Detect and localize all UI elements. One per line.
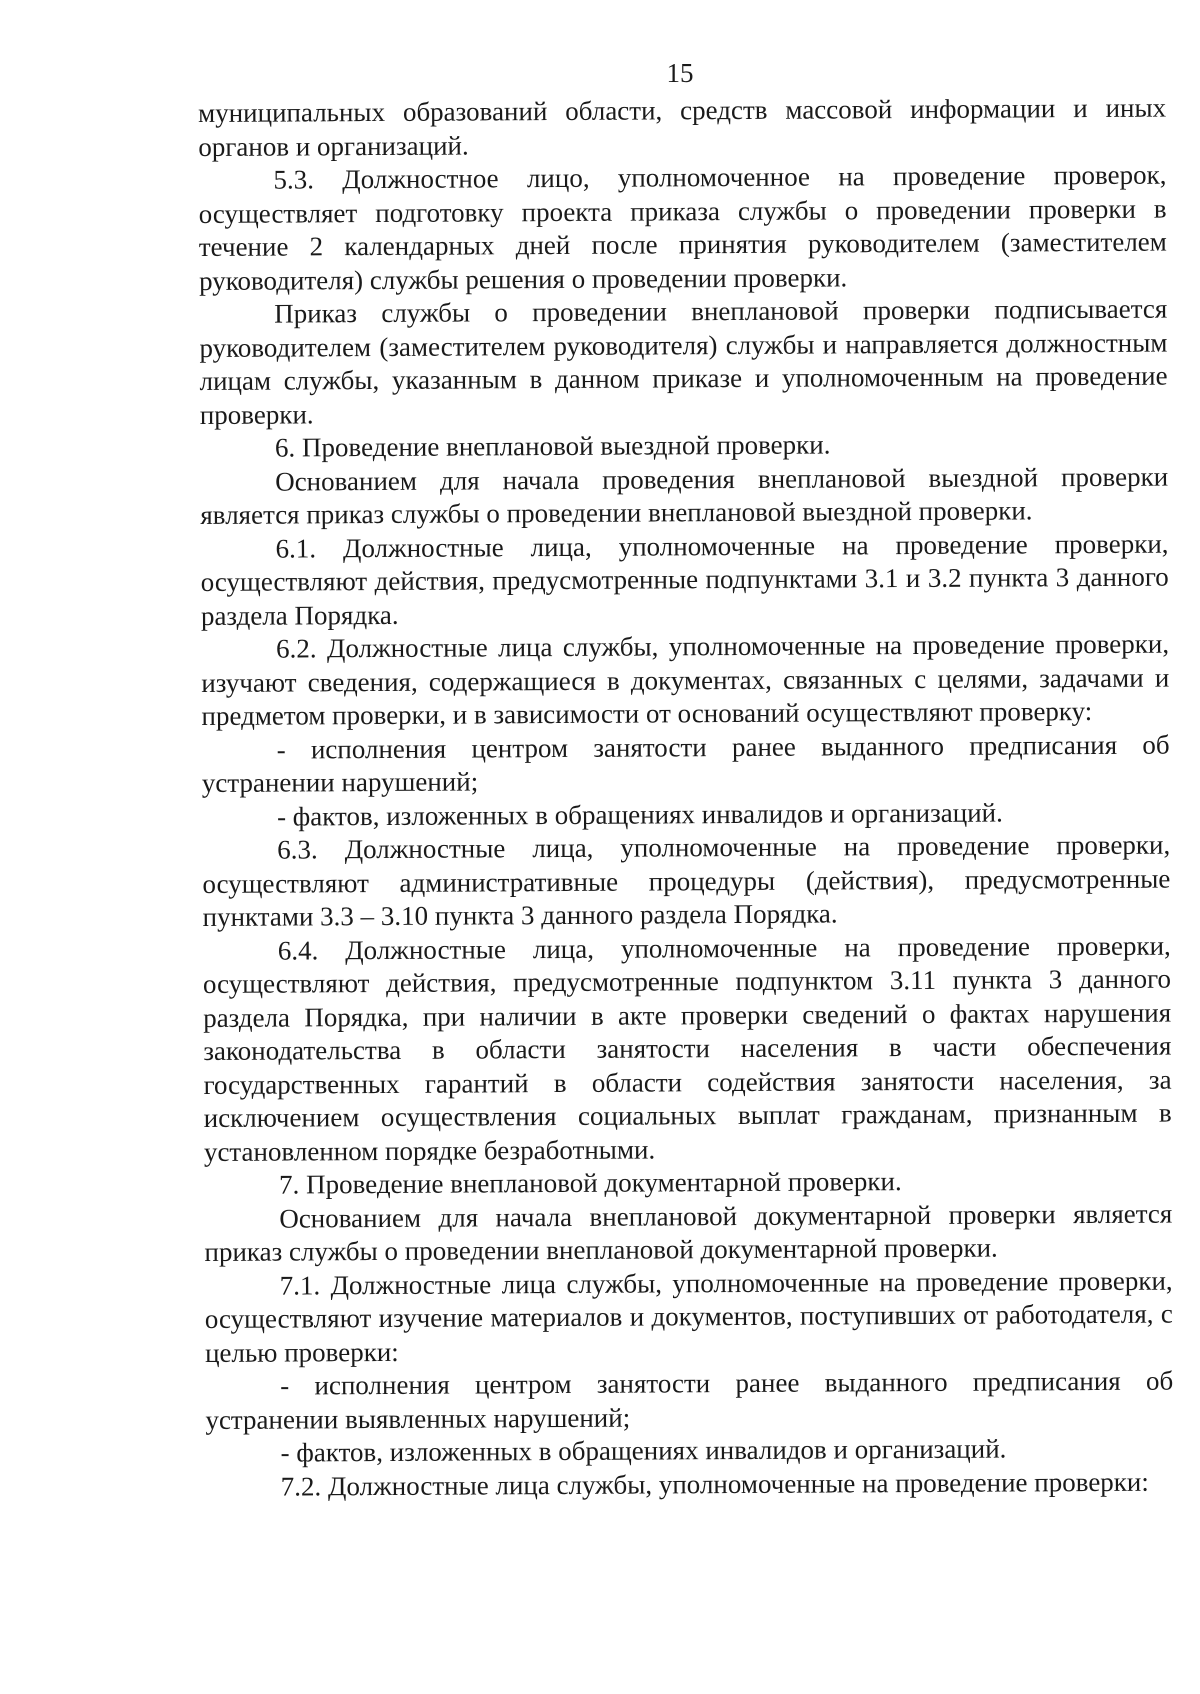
- paragraph-7-1: 7.1. Должностные лица службы, уполномоченные на проведение проверки, осуществляют изучение материалов и документов, поступивших от работодателя, с целью проверки:: [204, 1265, 1173, 1368]
- list-item-7-1-b: - фактов, изложенных в обращениях инвалидов и организаций.: [280, 1433, 1007, 1468]
- paragraph-order-signing: Приказ службы о проведении внеплановой проверки подписывается руководителем (заместителем руководителя) службы и направляется должностным лицам службы, указанным в данном приказе и уполномоченным на проведение проверки.: [199, 293, 1168, 430]
- list-item-7-1-a: - исполнения центром занятости ранее выданного предписания об устранении выявленных нарушений;: [205, 1365, 1174, 1435]
- page-number: 15: [666, 58, 694, 88]
- paragraph-6-2: 6.2. Должностные лица службы, уполномоченные на проведение проверки, изучают сведения, содержащиеся в документах, связанных с целями, задачами и предметом проверки, и в зависимости от оснований осуществляют проверку:: [201, 628, 1170, 731]
- section-heading-6: 6. Проведение внеплановой выездной проверки.: [274, 429, 831, 463]
- document-body: [198, 92, 1174, 1504]
- paragraph-basis-7: Основанием для начала внеплановой документарной проверки является приказ службы о проведении внеплановой документарной проверки.: [204, 1198, 1173, 1267]
- paragraph-continuation: муниципальных образований области, средств массовой информации и иных органов и организаций.: [198, 92, 1167, 162]
- paragraph-6-1: 6.1. Должностные лица, уполномоченные на проведение проверки, осуществляют действия, предусмотренные подпунктами 3.1 и 3.2 пункта 3 данного раздела Порядка.: [200, 528, 1169, 631]
- paragraph-6-3: 6.3. Должностные лица, уполномоченные на проведение проверки, осуществляют административные процедуры (действия), предусмотренные пунктами 3.3 – 3.10 пункта 3 данного раздела Порядка.: [202, 829, 1171, 932]
- paragraph-7-2: 7.2. Должностные лица службы, уполномоченные на проведение проверки:: [280, 1466, 1149, 1502]
- paragraph-5-3: 5.3. Должностное лицо, уполномоченное на проведение проверок, осуществляет подготовку проекта приказа службы о проведении проверки в течение 2 календарных дней после принятия руководителем (заместителем руководителя) службы решения о проведении проверки.: [198, 159, 1167, 296]
- list-item-6-2-a: - исполнения центром занятости ранее выданного предписания об устранении нарушений;: [201, 729, 1170, 798]
- paragraph-6-4: 6.4. Должностные лица, уполномоченные на проведение проверки, осуществляют действия, предусмотренные подпунктом 3.11 пункта 3 данного раздела Порядка, при наличии в акте проверки сведений о фактах нарушения законодательства в области занятости населения в части обеспечения государственных гарантий в области содействия занятости населения, за исключением осуществления социальных выплат гражданам, признанным в установленном порядке безработными.: [202, 930, 1172, 1167]
- section-heading-7: 7. Проведение внеплановой документарной проверки.: [278, 1166, 902, 1200]
- paragraph-basis-6: Основанием для начала проведения внеплановой выездной проверки является приказ службы о проведении внеплановой выездной проверки.: [200, 461, 1169, 530]
- list-item-6-2-b: - фактов, изложенных в обращениях инвалидов и организаций.: [276, 797, 1003, 832]
